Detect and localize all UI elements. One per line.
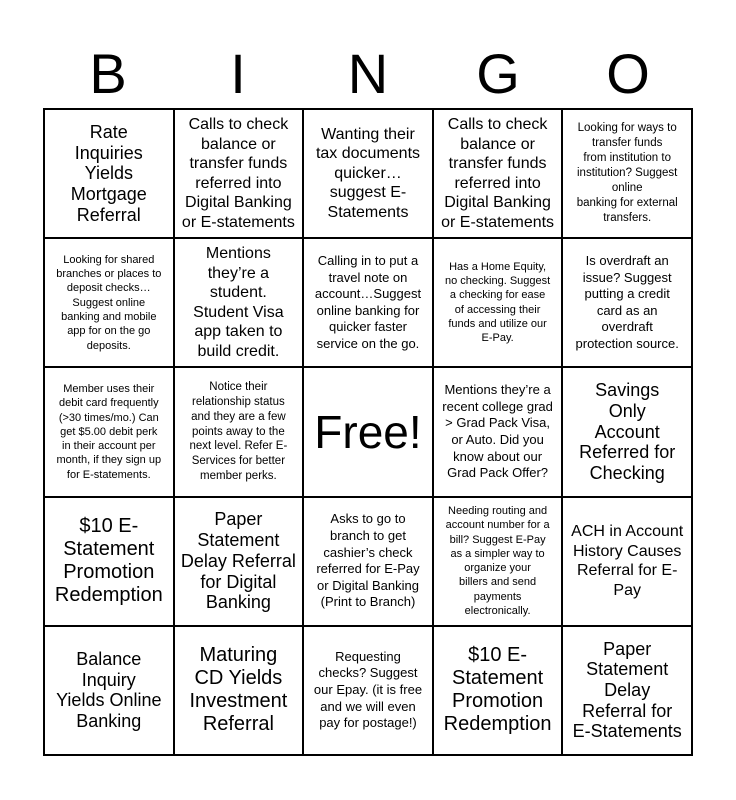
cell-text: $10 E- Statement Promotion Redemption [443, 644, 552, 736]
header-letter-i: I [230, 42, 246, 105]
cell-text: Requesting checks? Suggest our Epay. (it is free and we will even pay for postage!) [313, 648, 423, 731]
cell-text: Savings Only Account Referred for Checking [579, 380, 676, 484]
bingo-cell[interactable] [174, 626, 304, 755]
bingo-header [43, 40, 693, 108]
free-space-label: Free! [314, 405, 422, 458]
cell-text: Wanting their tax documents quicker… suggest E- Statements [315, 125, 421, 221]
bingo-cell[interactable] [562, 109, 692, 238]
bingo-cell[interactable] [44, 367, 174, 496]
cell-text: Looking for shared branches or places to deposit checks… Suggest online banking and mobile app for on the go deposits. [56, 253, 162, 352]
bingo-cell[interactable] [303, 238, 433, 367]
cell-text: ACH in Account History Causes Referral for E- Pay [571, 523, 684, 599]
bingo-cell[interactable] [44, 109, 174, 238]
cell-text: Mentions they’re a recent college grad > Grad Pack Visa, or Auto. Did you know about our Grad Pack Offer? [442, 382, 553, 481]
header-letter-g: G [476, 42, 520, 105]
cell-text: Balance Inquiry Yields Online Banking [56, 649, 162, 732]
cell-text: Paper Statement Delay Referral for Digital Banking [180, 509, 296, 613]
bingo-cell[interactable] [303, 109, 433, 238]
header-letter-b: B [89, 42, 127, 105]
cell-text: Looking for ways to transfer funds from institution to institution? Suggest online banking for external transfers. [576, 122, 678, 224]
bingo-cell[interactable] [174, 367, 304, 496]
bingo-cell[interactable] [433, 367, 563, 496]
bingo-cell[interactable] [433, 626, 563, 755]
bingo-cell[interactable] [433, 109, 563, 238]
bingo-cell[interactable] [303, 497, 433, 626]
cell-text: Notice their relationship status and they are a few points away to the next level. Refer E- Services for better member perks. [189, 380, 288, 483]
bingo-cell[interactable] [174, 109, 304, 238]
cell-text: Maturing CD Yields Investment Referral [189, 644, 288, 736]
bingo-cell[interactable] [174, 238, 304, 367]
cell-text: Needing routing and account number for a bill? Suggest E-Pay as a simpler way to organize your billers and send payments electronically. [445, 505, 550, 618]
cell-text: $10 E- Statement Promotion Redemption [54, 515, 163, 607]
cell-text: Has a Home Equity, no checking. Suggest a checking for ease of accessing their funds and utilize our E-Pay. [445, 260, 551, 345]
bingo-cell[interactable] [433, 238, 563, 367]
header-letter-o: O [606, 42, 650, 105]
cell-text: Calling in to put a travel note on account…Suggest online banking for quicker faster service on the go. [314, 252, 422, 352]
bingo-cell[interactable] [44, 497, 174, 626]
bingo-card-grid [43, 108, 693, 756]
cell-text: Member uses their debit card frequently (>30 times/mo.) Can get $5.00 debit perk in their account per month, if they sign up for E-statements. [56, 382, 162, 481]
bingo-cell[interactable] [433, 497, 563, 626]
header-letter-n: N [347, 42, 389, 105]
bingo-cell[interactable] [562, 497, 692, 626]
free-space-cell[interactable] [303, 367, 433, 496]
bingo-cell[interactable] [562, 367, 692, 496]
cell-text: Paper Statement Delay Referral for E-Statements [572, 638, 682, 742]
bingo-cell[interactable] [562, 238, 692, 367]
cell-text: Rate Inquiries Yields Mortgage Referral [70, 121, 147, 225]
bingo-cell[interactable] [174, 497, 304, 626]
cell-text: Mentions they’re a student. Student Visa app taken to build credit. [193, 245, 284, 360]
bingo-cell[interactable] [562, 626, 692, 755]
cell-text: Calls to check balance or transfer funds referred into Digital Banking or E-statements [181, 116, 295, 231]
cell-text: Is overdraft an issue? Suggest putting a credit card as an overdraft protection source. [575, 252, 679, 352]
bingo-cell[interactable] [44, 626, 174, 755]
cell-text: Calls to check balance or transfer funds referred into Digital Banking or E-statements [441, 116, 555, 231]
cell-text: Asks to go to branch to get cashier’s check referred for E-Pay or Digital Banking (Print to Branch) [316, 511, 420, 610]
bingo-cell[interactable] [303, 626, 433, 755]
bingo-cell[interactable] [44, 238, 174, 367]
